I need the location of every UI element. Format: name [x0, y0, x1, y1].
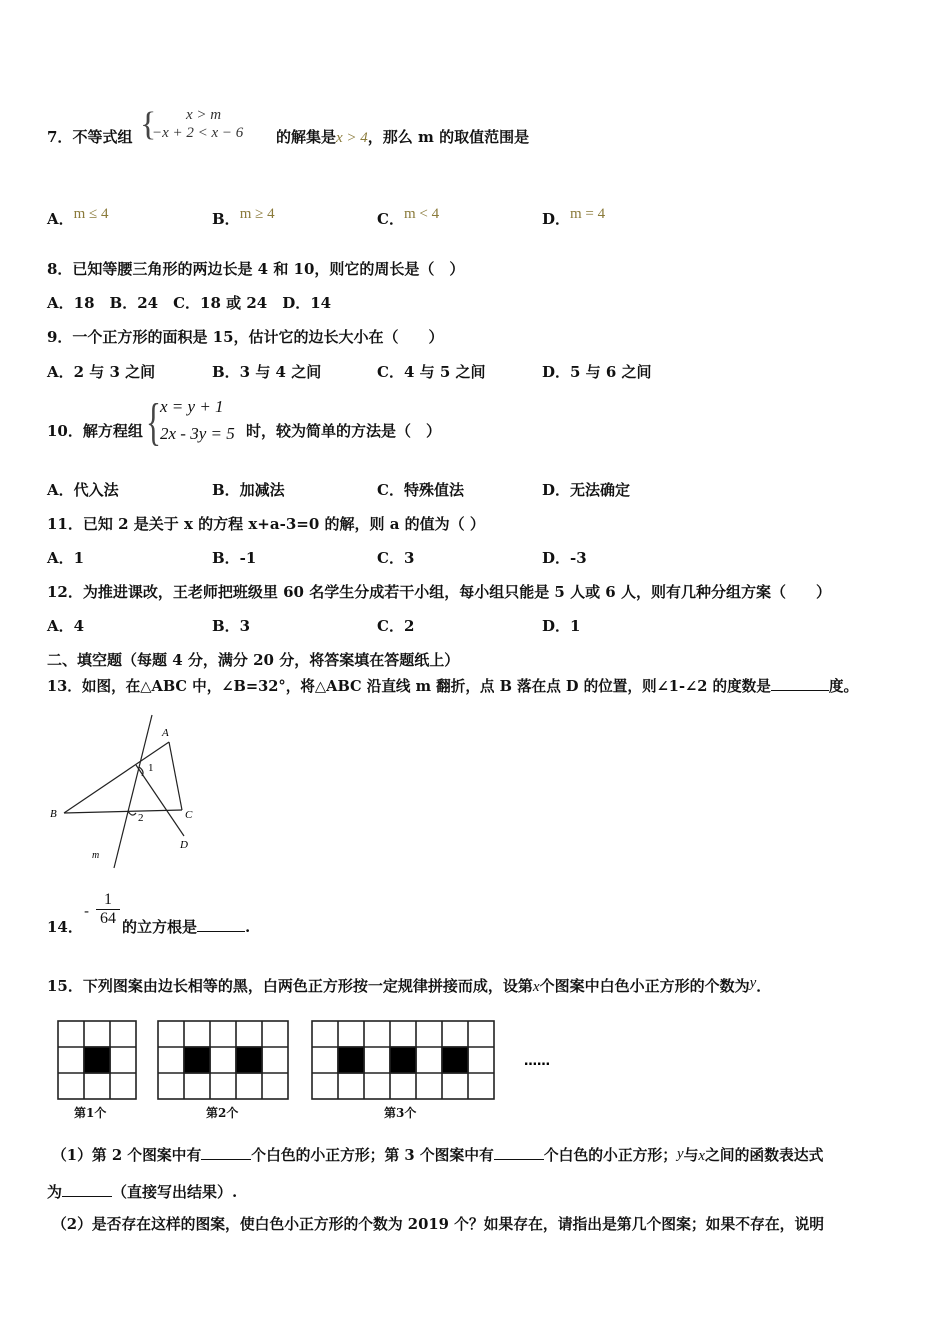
- q15-black-square: [236, 1047, 262, 1073]
- q11-option-d: D．-3: [542, 549, 587, 567]
- q10-option-a: A．代入法: [47, 481, 119, 499]
- q14-stem: 的立方根是 .: [122, 918, 251, 936]
- q12-option-b: B．3: [212, 617, 251, 635]
- q12-option-a: A．4: [47, 617, 85, 635]
- q13-fold-line-m: [114, 715, 152, 868]
- q8-options: A．18 B．24 C．18 或 24 D．14: [47, 294, 332, 312]
- q14-minus-sign: -: [84, 902, 90, 920]
- q13-label-a: A: [162, 727, 169, 739]
- q13-triangle-figure: [44, 710, 214, 880]
- q9-option-b: B．3 与 4 之间: [212, 363, 322, 381]
- q15-pattern-figure: [50, 1015, 570, 1127]
- q13-label-c: C: [185, 809, 193, 821]
- q15-stem: 15．下列图案由边长相等的黑，白两色正方形按一定规律拼接而成，设第x个图案中白色小正方形的个数为y．: [47, 975, 772, 995]
- q10-stem: 10．解方程组: [47, 422, 143, 440]
- q11-stem: 11．已知 2 是关于 x 的方程 x+a-3=0 的解，则 a 的值为（ ）: [47, 515, 485, 533]
- q10-system-brace: {: [146, 394, 161, 451]
- section-2-heading: 二、填空题（每题 4 分，满分 20 分，将答案填在答题纸上）: [47, 651, 460, 669]
- q13-line-ba: [64, 742, 169, 813]
- q7-option-b: B．m ≥ 4: [212, 206, 275, 228]
- q9-option-d: D．5 与 6 之间: [542, 363, 652, 381]
- q15-blank-pattern-3: [494, 1145, 544, 1160]
- q7-option-d: D．m = 4: [542, 206, 606, 228]
- q13-label-m: m: [92, 850, 100, 861]
- q10-option-d: D．无法确定: [542, 481, 631, 499]
- q15-black-square: [442, 1047, 468, 1073]
- q13-label-b: B: [50, 808, 57, 820]
- q7-system-brace: {: [140, 106, 157, 143]
- q7-stem-rest: 的解集是x > 4，那么 m 的取值范围是: [276, 128, 530, 146]
- q8-stem: 8．已知等腰三角形的两边长是 4 和 10，则它的周长是（ ）: [47, 260, 465, 278]
- q14-numerator: 1: [104, 891, 112, 908]
- q15-caption-2: 第2个: [206, 1106, 239, 1120]
- q15-part-2: （2）是否存在这样的图案，使白色小正方形的个数为 2019 个？如果存在，请指出是第几个图案；如果不存在，说明: [52, 1216, 825, 1233]
- q11-option-b: B．-1: [212, 549, 257, 567]
- q15-pattern-3: [312, 1021, 494, 1099]
- q9-option-a: A．2 与 3 之间: [47, 363, 156, 381]
- q15-caption-3: 第3个: [384, 1106, 417, 1120]
- q15-black-square: [184, 1047, 210, 1073]
- q13-line-bc: [64, 810, 182, 813]
- q13-line-ac: [169, 742, 182, 810]
- q9-option-c: C．4 与 5 之间: [377, 363, 486, 381]
- q15-black-square: [338, 1047, 364, 1073]
- q15-black-square: [390, 1047, 416, 1073]
- q12-option-c: C．2: [377, 617, 415, 635]
- q14-number: 14．: [47, 918, 83, 936]
- q10-stem-rest: 时，较为简单的方法是（ ）: [246, 422, 442, 440]
- q13-label-d: D: [180, 839, 188, 851]
- q15-part-1-cont: 为 （直接写出结果）.: [47, 1183, 238, 1201]
- q15-blank-expression: [62, 1182, 112, 1197]
- q13-stem: 13．如图，在△ABC 中，∠B=32°，将△ABC 沿直线 m 翻折，点 B 落在点 D 的位置，则∠1-∠2 的度数是 度。: [47, 678, 859, 695]
- q12-option-d: D．1: [542, 617, 581, 635]
- q10-system-line1: x = y + 1: [160, 397, 224, 416]
- q11-option-a: A．1: [47, 549, 85, 567]
- q15-black-square: [84, 1047, 110, 1073]
- q7-stem: 7．不等式组: [47, 128, 133, 146]
- q13-label-angle-2: 2: [138, 812, 144, 824]
- q15-blank-pattern-2: [201, 1145, 251, 1160]
- q15-continuation-dots: ……: [524, 1054, 550, 1069]
- q13-line-ed: [136, 765, 184, 836]
- q15-pattern-2: [158, 1021, 288, 1099]
- q14-denominator: 64: [96, 909, 120, 928]
- q7-option-a: A．m ≤ 4: [47, 206, 109, 228]
- q7-system-line1: x > m: [186, 107, 222, 123]
- q12-stem: 12．为推进课改，王老师把班级里 60 名学生分成若干小组，每小组只能是 5 人或 6 人，则有几种分组方案（ ）: [47, 583, 831, 601]
- q10-system-line2: 2x - 3y = 5: [160, 424, 235, 443]
- q15-pattern-1: [58, 1021, 136, 1099]
- q14-fraction: [96, 891, 120, 928]
- q15-caption-1: 第1个: [74, 1106, 107, 1120]
- q11-option-c: C．3: [377, 549, 415, 567]
- q9-stem: 9．一个正方形的面积是 15，估计它的边长大小在（ ）: [47, 328, 444, 346]
- q10-option-b: B．加减法: [212, 481, 285, 499]
- q10-option-c: C．特殊值法: [377, 481, 464, 499]
- q13-label-angle-1: 1: [148, 762, 154, 774]
- q15-part-1: （1）第 2 个图案中有 个白色的小正方形；第 3 个图案中有 个白色的小正方形；y与x之间的函数表达式: [52, 1146, 824, 1164]
- q7-option-c: C．m < 4: [377, 206, 440, 228]
- q7-system-line2: −x + 2 < x − 6: [152, 125, 244, 141]
- q14-answer-blank: [197, 917, 245, 932]
- q13-answer-blank: [771, 676, 829, 691]
